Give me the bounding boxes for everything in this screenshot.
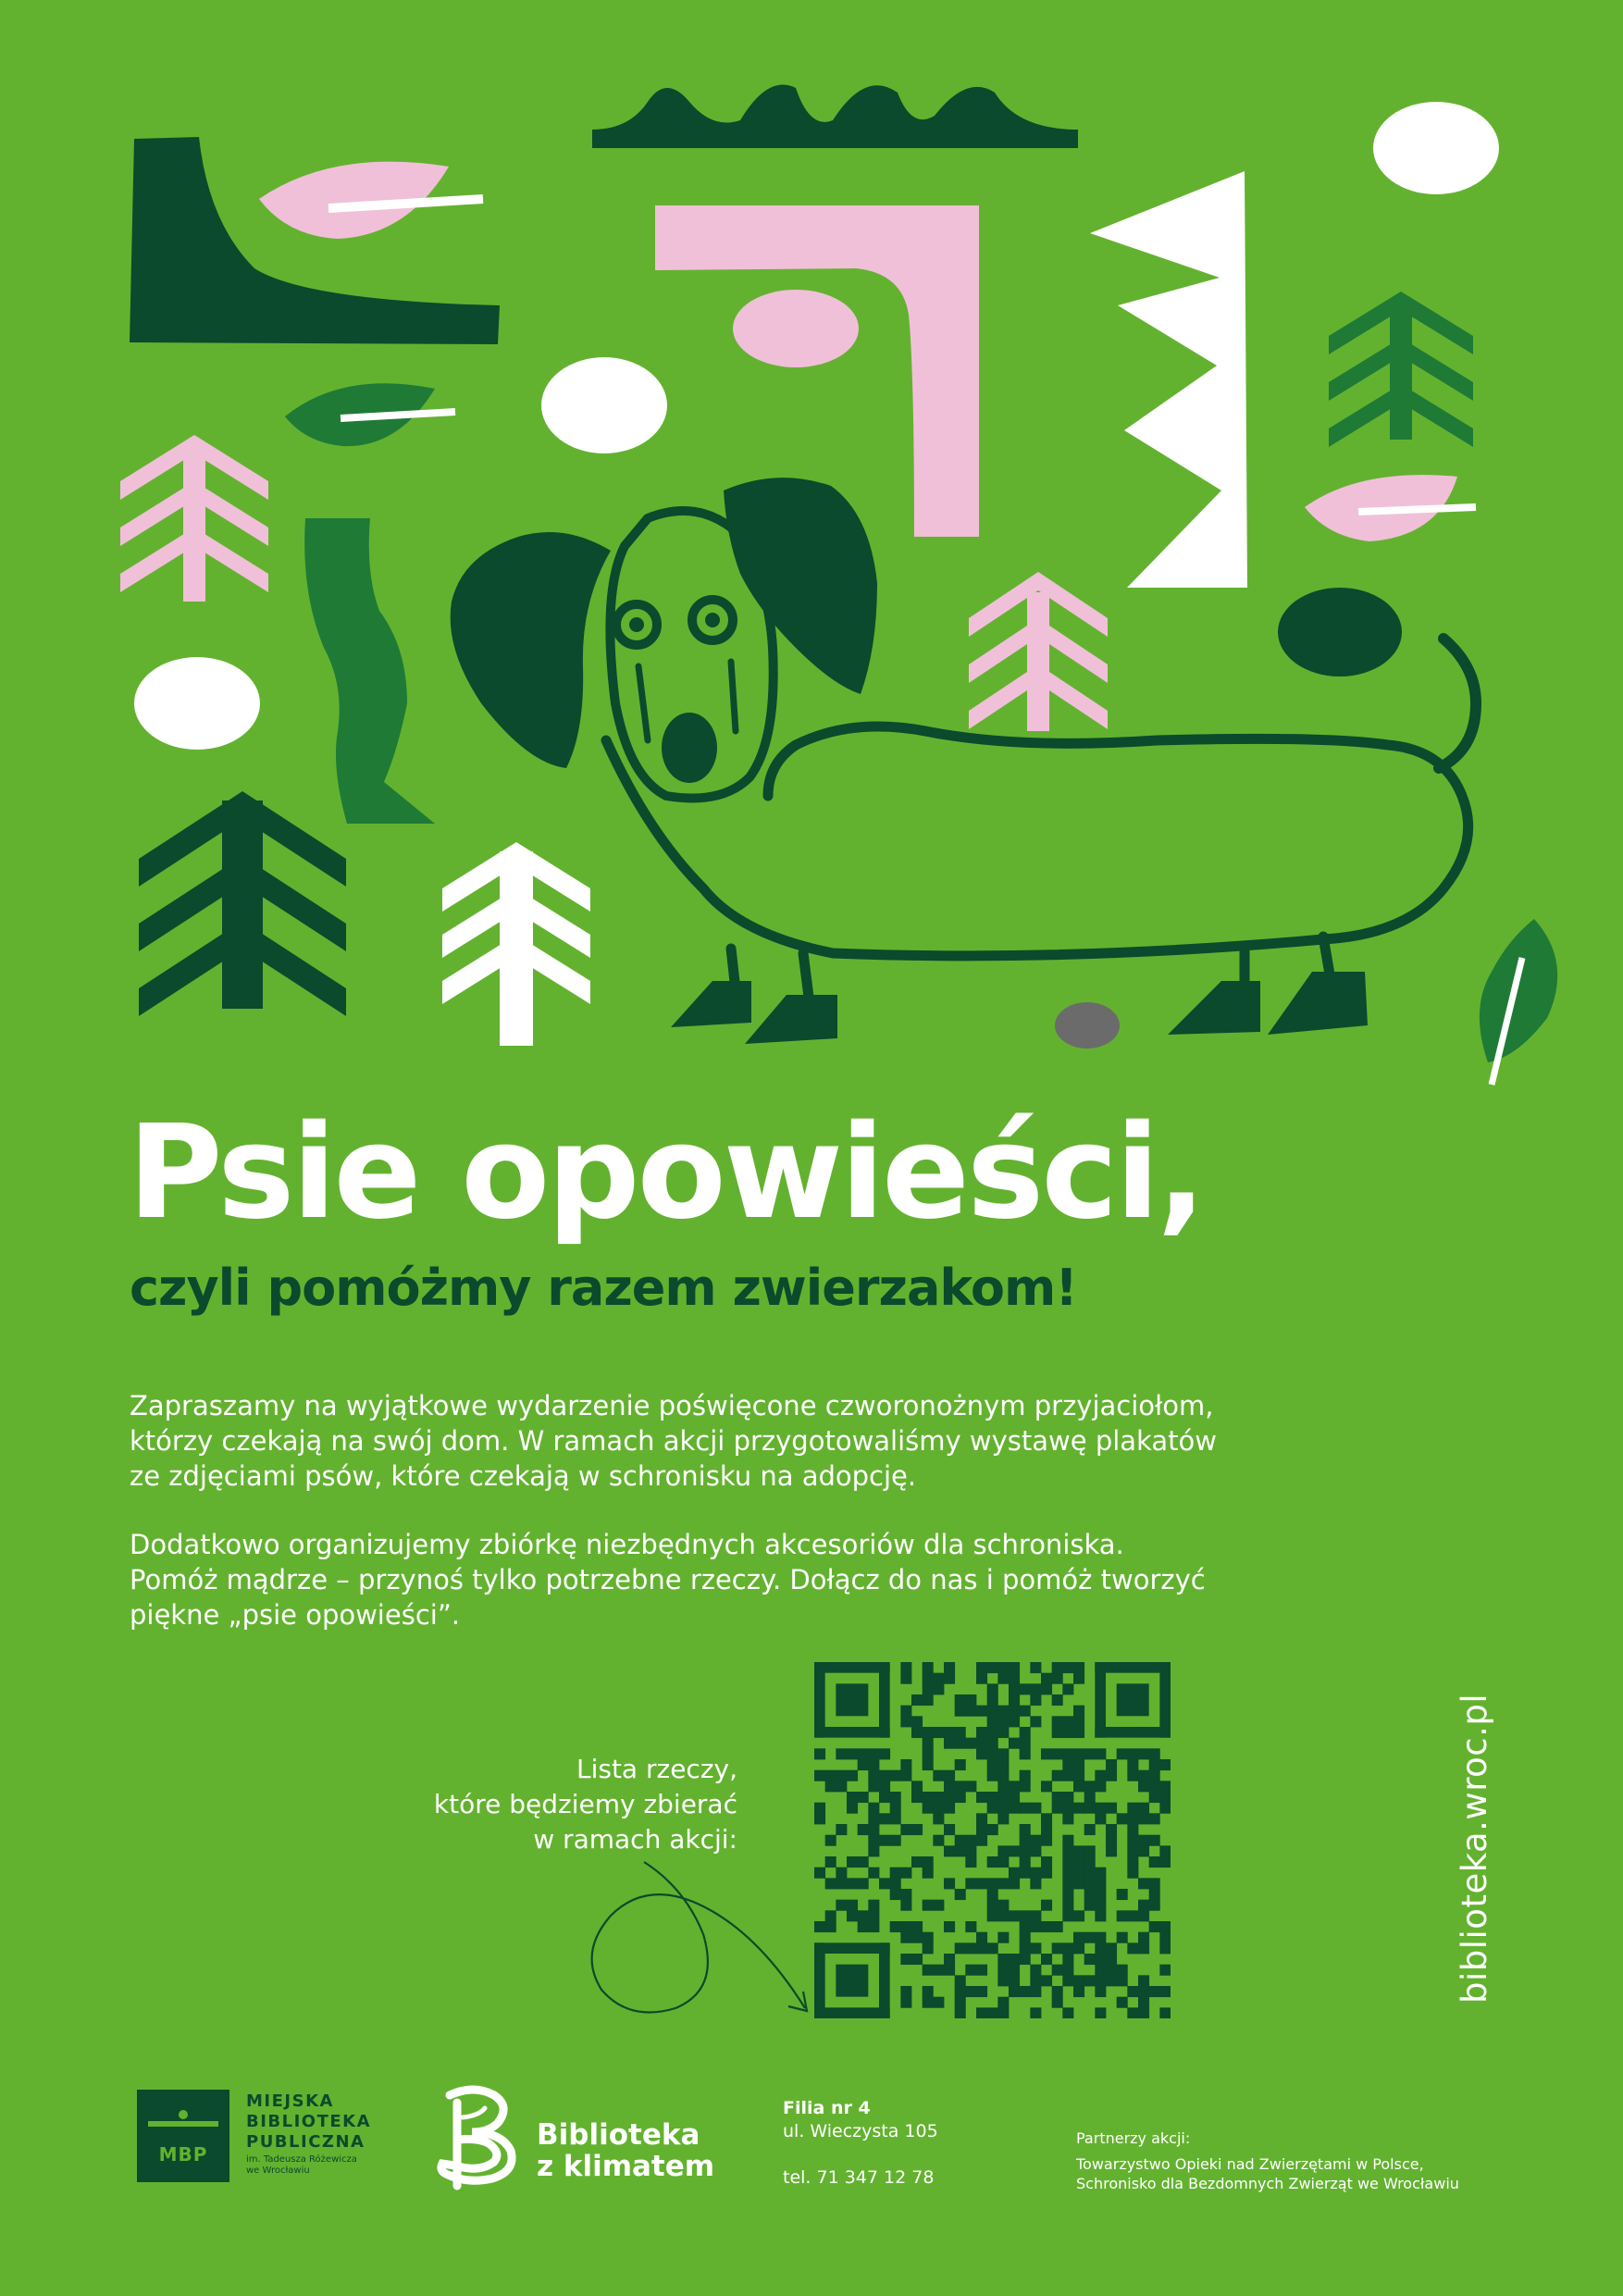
paragraph-line: którzy czekają na swój dom. W ramach akcji przygotowaliśmy wystawę plakatów	[130, 1425, 1217, 1457]
poster-subtitle: czyli pomóżmy razem zwierzakom!	[130, 1259, 1077, 1317]
branch-address: ul. Wieczysta 105	[783, 2121, 938, 2141]
dog-feet	[671, 972, 1368, 1044]
branch-contact	[783, 2097, 938, 2190]
branch-name: Filia nr 4	[783, 2098, 871, 2118]
climate-b-icon	[437, 2082, 529, 2193]
qr-code[interactable]	[814, 1662, 1171, 2018]
qr-caption-line: w ramach akcji:	[533, 1824, 737, 1855]
mbp-name-line: MIEJSKA	[246, 2091, 334, 2111]
hills-shape	[592, 85, 1078, 148]
climate-library-logo	[437, 2082, 733, 2193]
dog-pupil	[629, 617, 644, 632]
partners-label: Partnerzy akcji:	[1076, 2129, 1191, 2147]
paragraph-line: ze zdjęciami psów, które czekają w schronisku na adopcję.	[130, 1460, 917, 1492]
white-tree-icon	[442, 842, 590, 1046]
mbp-subname	[246, 2154, 357, 2177]
pink-blob	[733, 290, 859, 367]
branch-phone[interactable]: tel. 71 347 12 78	[783, 2167, 935, 2188]
white-blob	[1373, 102, 1499, 194]
green-squiggle-shape	[304, 518, 435, 824]
qr-caption-line: Lista rzeczy,	[576, 1754, 737, 1784]
leaf-vein	[1358, 507, 1476, 512]
partners-block	[1076, 2128, 1459, 2193]
climate-library-name	[537, 2119, 714, 2182]
dog-pupil	[705, 613, 720, 627]
mbp-name-line: PUBLICZNA	[246, 2132, 365, 2152]
collection-paragraph	[130, 1527, 1277, 1632]
white-blob	[134, 657, 260, 750]
mbp-sub-line: we Wrocławiu	[246, 2166, 310, 2176]
green-tree-icon	[1329, 292, 1473, 447]
white-zigzag-shape	[1090, 171, 1247, 588]
grey-stone	[1055, 1002, 1120, 1049]
pink-tree-icon	[969, 572, 1108, 731]
paragraph-line: Zapraszamy na wyjątkowe wydarzenie poświęcone czworonożnym przyjaciołom,	[130, 1390, 1214, 1421]
mbp-logo	[137, 2090, 382, 2182]
qr-caption-line: które będziemy zbierać	[433, 1789, 737, 1819]
paragraph-line: piękne „psie opowieści”.	[130, 1599, 461, 1631]
intro-paragraph	[130, 1388, 1277, 1494]
white-blob	[541, 357, 667, 453]
dog-body-outline	[606, 726, 1468, 956]
partner-name: Schronisko dla Bezdomnych Zwierząt we Wrocławiu	[1076, 2175, 1459, 2192]
pink-tree-icon	[120, 435, 268, 602]
qr-modules	[814, 1662, 1171, 2018]
climate-name-line: z klimatem	[537, 2150, 715, 2183]
dog-nose	[662, 713, 717, 783]
dog-forest-illustration	[0, 0, 1623, 1111]
mbp-logo-mark	[137, 2090, 229, 2182]
loop-arrow-icon	[583, 1851, 824, 2027]
partner-name: Towarzystwo Opieki nad Zwierzętami w Polsce,	[1076, 2155, 1424, 2173]
dog-ear	[724, 478, 877, 694]
climate-name-line: Biblioteka	[537, 2118, 700, 2152]
mbp-dot-icon	[179, 2110, 188, 2119]
dark-tree-icon	[139, 791, 346, 1016]
dark-blob	[1278, 588, 1402, 676]
mbp-abbr: MBP	[158, 2143, 208, 2166]
mbp-bar-icon	[148, 2121, 218, 2127]
dog-ear	[451, 532, 611, 768]
dog-tail	[1439, 639, 1476, 768]
poster-title: Psie opowieści,	[128, 1098, 1204, 1248]
website-url[interactable]: biblioteka.wroc.pl	[1455, 1693, 1494, 2004]
mbp-name	[246, 2091, 371, 2153]
green-leaf-icon	[1480, 919, 1557, 1062]
paragraph-line: Pomóż mądrze – przynoś tylko potrzebne rzeczy. Dołącz do nas i pomóż tworzyć	[130, 1564, 1206, 1595]
paragraph-line: Dodatkowo organizujemy zbiórkę niezbędnych akcesoriów dla schroniska.	[130, 1529, 1124, 1560]
qr-caption	[434, 1752, 737, 1857]
mbp-name-line: BIBLIOTEKA	[246, 2112, 372, 2131]
mbp-sub-line: im. Tadeusza Różewicza	[246, 2154, 357, 2165]
